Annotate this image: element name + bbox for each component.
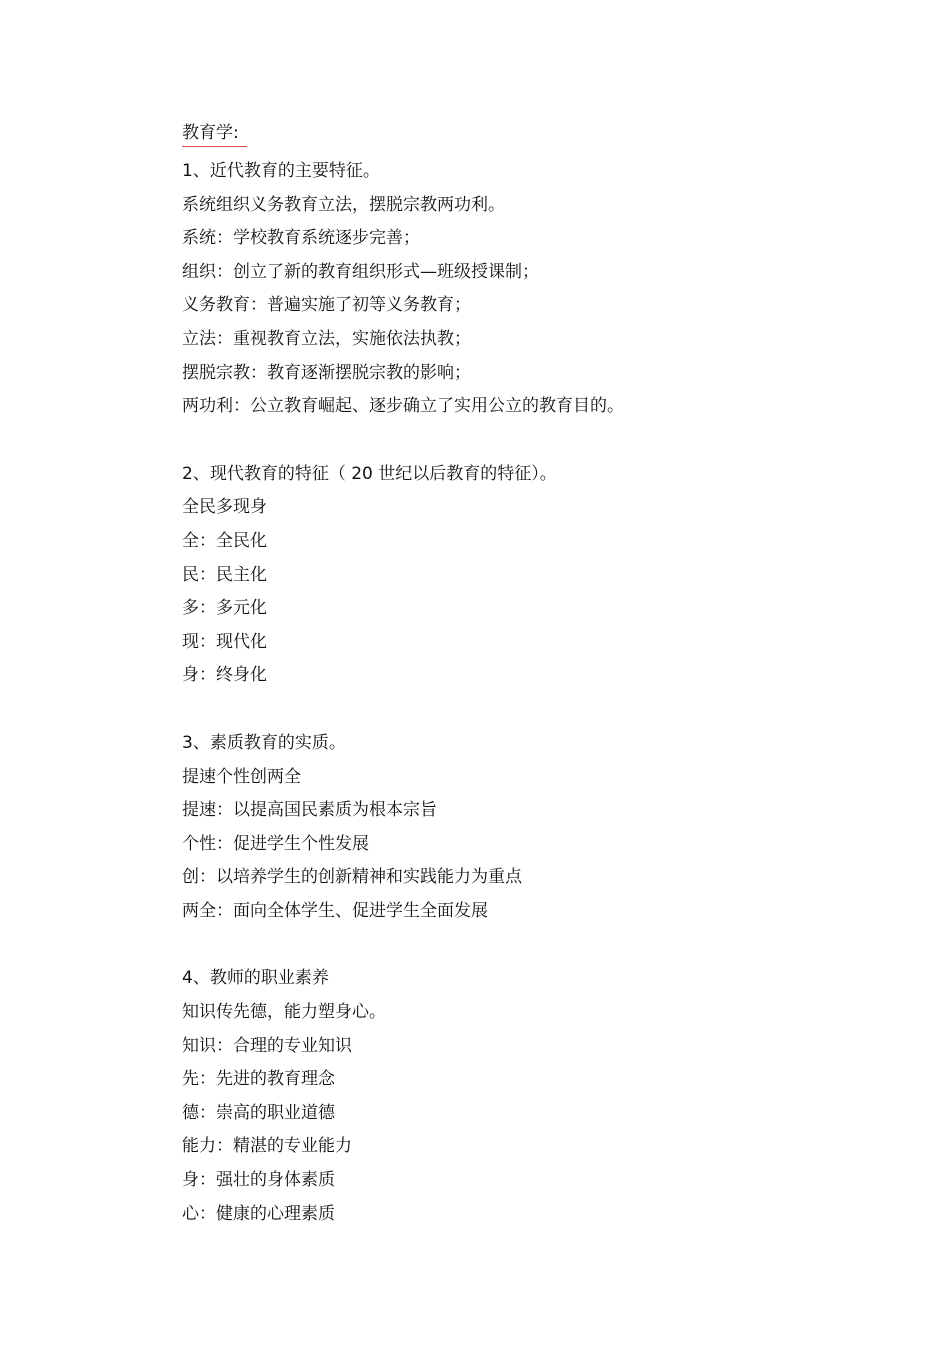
section-1-line: 系统：学校教育系统逐步完善； [182,228,420,249]
section-2-line: 多：多元化 [182,598,267,619]
section-2-line: 民：民主化 [182,564,267,585]
section-2-line: 现：现代化 [182,631,267,652]
section-3-heading: 3、素质教育的实质。 [182,732,346,753]
section-4-line: 身：强壮的身体素质 [182,1170,335,1191]
section-4-line: 先：先进的教育理念 [182,1069,335,1090]
section-3-line: 提速个性创两全 [182,766,301,787]
section-1-line: 系统组织义务教育立法，摆脱宗教两功利。 [182,194,505,215]
section-3-line: 两全：面向全体学生、促进学生全面发展 [182,900,488,921]
section-2-line: 全民多现身 [182,497,267,518]
section-3-line: 创：以培养学生的创新精神和实践能力为重点 [182,867,522,888]
section-4-line: 能力：精湛的专业能力 [182,1136,352,1157]
section-1-line: 摆脱宗教：教育逐渐摆脱宗教的影响； [182,362,471,383]
section-spacer [182,424,882,458]
section-2-line: 身：终身化 [182,665,267,686]
section-2-line: 全：全民化 [182,530,267,551]
section-spacer [182,693,882,727]
section-1-line: 两功利：公立教育崛起、逐步确立了实用公立的教育目的。 [182,396,624,417]
section-3-line: 提速：以提高国民素质为根本宗旨 [182,800,437,821]
section-4-line: 知识传先德，能力塑身心。 [182,1002,386,1023]
section-2-heading: 2、现代教育的特征（ 20 世纪以后教育的特征）。 [182,463,557,484]
section-4-line: 知识：合理的专业知识 [182,1035,352,1056]
section-1-line: 立法：重视教育立法，实施依法执教； [182,328,471,349]
document-page [182,120,882,1231]
section-4-line: 心：健康的心理素质 [182,1203,335,1224]
section-spacer [182,928,882,962]
document-title: 教育学: [182,120,247,147]
section-4-line: 德：崇高的职业道德 [182,1102,335,1123]
section-1-line: 义务教育：普遍实施了初等义务教育； [182,295,471,316]
section-3-line: 个性：促进学生个性发展 [182,833,369,854]
section-4-heading: 4、教师的职业素养 [182,968,329,989]
section-1-heading: 1、近代教育的主要特征。 [182,161,380,181]
section-1-line: 组织：创立了新的教育组织形式—班级授课制； [182,261,539,282]
